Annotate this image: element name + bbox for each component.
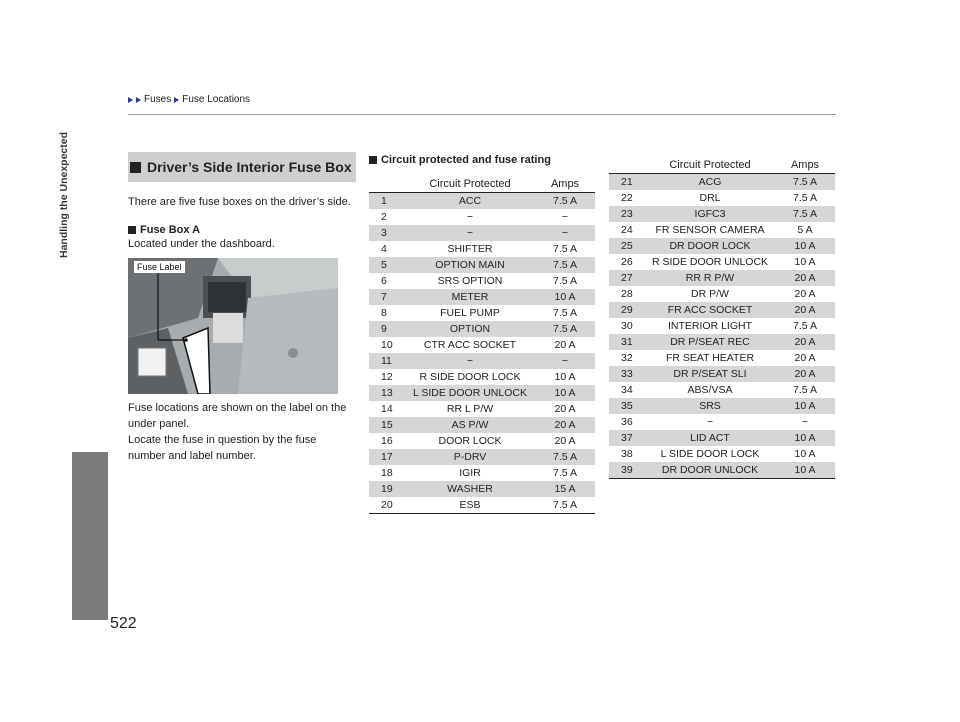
fuse-amps: 7.5 A: [775, 174, 835, 191]
fuse-number: 2: [381, 211, 387, 223]
table-row: [609, 206, 835, 222]
table-row: [369, 289, 595, 305]
fuse-number: 9: [369, 321, 405, 337]
fuse-amps: 5 A: [797, 224, 813, 236]
fuse-circuit: DR P/SEAT SLI: [645, 366, 775, 382]
header-amps: Amps: [535, 176, 595, 193]
fuse-number: 36: [621, 416, 633, 428]
fuse-number: 17: [369, 449, 405, 465]
fuse-number: 23: [609, 206, 645, 222]
table-row: [609, 430, 835, 446]
fuse-amps: 10 A: [775, 398, 835, 414]
fuse-number: 1: [369, 193, 405, 210]
fuse-label-callout: Fuse Label: [134, 261, 185, 273]
fuse-amps: 20 A: [554, 403, 576, 415]
fusebox-heading: [128, 224, 356, 236]
fuse-amps: 10 A: [535, 385, 595, 401]
location-text: Located under the dashboard.: [128, 238, 275, 250]
fuse-circuit: FR SEAT HEATER: [665, 352, 755, 364]
fuse-amps: 20 A: [554, 339, 576, 351]
table-row: [609, 462, 835, 479]
table-row: [609, 350, 835, 366]
fuse-circuit: −: [466, 211, 474, 223]
table-row: [609, 174, 835, 191]
fuse-circuit: OPTION MAIN: [405, 257, 535, 273]
fuse-number: 10: [381, 339, 393, 351]
table-row: [609, 398, 835, 414]
table-row: [369, 369, 595, 385]
fuse-box-photo-drawing: [128, 258, 338, 394]
fusebox-title: Fuse Box A: [140, 224, 201, 236]
table-row: [369, 305, 595, 321]
table-row: [609, 190, 835, 206]
header-amps: Amps: [775, 157, 835, 174]
table-row: [369, 449, 595, 465]
table-row: [609, 254, 835, 270]
fuse-amps: 10 A: [775, 462, 835, 479]
table-row: [609, 366, 835, 382]
fuse-number: 7: [369, 289, 405, 305]
fuse-number: 5: [369, 257, 405, 273]
fuse-number: 31: [609, 334, 645, 350]
fuse-number: 29: [609, 302, 645, 318]
fuse-circuit: ESB: [405, 497, 535, 514]
fuse-amps: 20 A: [794, 352, 816, 364]
table-row: [369, 465, 595, 481]
fuse-circuit: SHIFTER: [447, 243, 493, 255]
fuse-amps: 7.5 A: [553, 275, 577, 287]
header-divider: [128, 114, 836, 115]
fuse-amps: 10 A: [794, 256, 816, 268]
table-row: [369, 337, 595, 353]
table-row: [609, 238, 835, 254]
table-row: [369, 481, 595, 497]
fuse-number: 33: [609, 366, 645, 382]
fuse-amps: −: [561, 211, 569, 223]
header-number: [609, 157, 645, 174]
fuse-amps: 10 A: [535, 289, 595, 305]
breadcrumb-arrow-icon: [128, 97, 133, 103]
table-row: [369, 497, 595, 514]
side-section-label: [58, 132, 72, 432]
fuse-amps: 10 A: [794, 448, 816, 460]
fuse-circuit: R SIDE DOOR UNLOCK: [651, 256, 769, 268]
table-row: [369, 273, 595, 289]
table-row: [369, 401, 595, 417]
fuse-circuit: R SIDE DOOR LOCK: [419, 371, 521, 383]
fuse-circuit: FUEL PUMP: [440, 307, 500, 319]
table-row: [369, 417, 595, 433]
note-locate: Locate the fuse in question by the fuse number and label number.: [128, 434, 317, 462]
fuse-circuit: −: [405, 353, 535, 369]
fuse-amps: 20 A: [775, 366, 835, 382]
fuse-amps: −: [535, 225, 595, 241]
table-header-row: [369, 176, 595, 193]
fuse-amps: 15 A: [535, 481, 595, 497]
fuse-amps: 10 A: [775, 430, 835, 446]
fuse-amps: 10 A: [775, 238, 835, 254]
table-row: [609, 222, 835, 238]
fuse-circuit: RR L P/W: [446, 403, 494, 415]
fuse-number: 34: [621, 384, 633, 396]
table-row: [369, 209, 595, 225]
fuse-number: 39: [609, 462, 645, 479]
fuse-circuit: DR DOOR UNLOCK: [645, 462, 775, 479]
section-heading: [128, 152, 356, 182]
table-row: [609, 302, 835, 318]
section-title: Driver’s Side Interior Fuse Box: [147, 159, 352, 175]
chapter-tab[interactable]: [72, 452, 108, 620]
fuse-circuit: −: [706, 416, 714, 428]
fuse-amps: 10 A: [554, 371, 576, 383]
fuse-circuit: DR P/SEAT REC: [645, 334, 775, 350]
fuse-amps: 20 A: [775, 334, 835, 350]
fuse-number: 8: [381, 307, 387, 319]
fuse-circuit: RR R P/W: [645, 270, 775, 286]
fuse-number: 19: [369, 481, 405, 497]
table-row: [609, 318, 835, 334]
breadcrumb-parent[interactable]: Fuses: [144, 94, 172, 105]
table-row: [369, 241, 595, 257]
fuse-number: 11: [369, 353, 405, 369]
fuse-amps: 7.5 A: [535, 193, 595, 210]
fuse-box-photo: [128, 258, 338, 394]
fuse-circuit: DR P/W: [691, 288, 729, 300]
fuse-amps: 7.5 A: [535, 321, 595, 337]
table-row: [369, 353, 595, 369]
fuse-amps: 7.5 A: [553, 243, 577, 255]
table-row: [369, 225, 595, 241]
fuse-number: 14: [381, 403, 393, 415]
fuse-amps: −: [801, 416, 809, 428]
fuse-amps: 7.5 A: [793, 320, 817, 332]
header-number: [369, 176, 405, 193]
fuse-number: 21: [609, 174, 645, 191]
fuse-circuit: SRS OPTION: [437, 275, 503, 287]
square-bullet-icon: [369, 156, 377, 164]
header-circuit: Circuit Protected: [645, 157, 775, 174]
fuse-circuit: ABS/VSA: [687, 384, 733, 396]
fuse-amps: 20 A: [554, 435, 576, 447]
fuse-amps: 7.5 A: [535, 257, 595, 273]
fuse-circuit: SRS: [645, 398, 775, 414]
fuse-number: 37: [609, 430, 645, 446]
fuse-number: 12: [381, 371, 393, 383]
intro-text: There are five fuse boxes on the driver’s side.: [128, 196, 351, 208]
fuse-amps: 7.5 A: [553, 307, 577, 319]
fuse-number: 6: [381, 275, 387, 287]
fuse-circuit: METER: [405, 289, 535, 305]
fuse-number: 35: [609, 398, 645, 414]
fuse-number: 15: [369, 417, 405, 433]
fuse-number: 25: [609, 238, 645, 254]
fuse-number: 18: [381, 467, 393, 479]
fuse-number: 4: [381, 243, 387, 255]
square-bullet-icon: [128, 226, 136, 234]
fuse-number: 24: [621, 224, 633, 236]
fuse-number: 26: [621, 256, 633, 268]
fuse-circuit: L SIDE DOOR LOCK: [660, 448, 760, 460]
fuse-amps: 20 A: [775, 270, 835, 286]
fuse-circuit: DR DOOR LOCK: [645, 238, 775, 254]
fuse-circuit: L SIDE DOOR UNLOCK: [405, 385, 535, 401]
fuse-amps: −: [535, 353, 595, 369]
fuse-number: 28: [621, 288, 633, 300]
fuse-number: 16: [381, 435, 393, 447]
table-row: [369, 433, 595, 449]
fuse-circuit: DOOR LOCK: [438, 435, 502, 447]
table-row: [609, 270, 835, 286]
table-row: [609, 334, 835, 350]
fuse-number: 13: [369, 385, 405, 401]
fuse-amps: 7.5 A: [775, 206, 835, 222]
fuse-amps: 20 A: [535, 417, 595, 433]
fuse-number: 32: [621, 352, 633, 364]
fuse-number: 27: [609, 270, 645, 286]
table-row: [369, 257, 595, 273]
fuse-circuit: FR ACC SOCKET: [645, 302, 775, 318]
fuse-circuit: ACC: [405, 193, 535, 210]
fuse-amps: 20 A: [775, 302, 835, 318]
table-title-text: Circuit protected and fuse rating: [381, 154, 551, 166]
fuse-number: 30: [621, 320, 633, 332]
fuse-circuit: DRL: [699, 192, 721, 204]
fuse-number: 22: [621, 192, 633, 204]
table-row: [609, 446, 835, 462]
fuse-amps: 7.5 A: [535, 497, 595, 514]
fuse-circuit: IGFC3: [645, 206, 775, 222]
fuse-circuit: WASHER: [405, 481, 535, 497]
fuse-number: 3: [369, 225, 405, 241]
fuse-amps: 7.5 A: [793, 384, 817, 396]
fuse-amps: 7.5 A: [535, 449, 595, 465]
table-title: [369, 154, 551, 166]
fuse-circuit: INTERIOR LIGHT: [667, 320, 752, 332]
page-number: 522: [110, 615, 137, 632]
fuse-number: 38: [621, 448, 633, 460]
left-column: [128, 152, 356, 464]
fuse-circuit: ACG: [645, 174, 775, 191]
fuse-amps: 20 A: [794, 288, 816, 300]
breadcrumb: [128, 94, 250, 105]
fuse-circuit: FR SENSOR CAMERA: [655, 224, 765, 236]
fuse-circuit: −: [405, 225, 535, 241]
square-bullet-icon: [130, 162, 141, 173]
fuse-circuit: IGIR: [459, 467, 481, 479]
fuse-circuit: CTR ACC SOCKET: [423, 339, 517, 351]
fuse-circuit: AS P/W: [405, 417, 535, 433]
table-header-row: [609, 157, 835, 174]
fuse-table-2: [609, 157, 835, 479]
side-section-text: Handling the Unexpected: [58, 132, 70, 259]
fuse-table-1: [369, 176, 595, 514]
table-row: [369, 321, 595, 337]
table-row: [369, 385, 595, 401]
fuse-circuit: P-DRV: [405, 449, 535, 465]
fuse-amps: 7.5 A: [793, 192, 817, 204]
fuse-number: 20: [369, 497, 405, 514]
table-row: [609, 286, 835, 302]
table-row: [369, 193, 595, 210]
header-circuit: Circuit Protected: [405, 176, 535, 193]
fuse-circuit: LID ACT: [645, 430, 775, 446]
table-row: [609, 382, 835, 398]
fuse-amps: 7.5 A: [553, 467, 577, 479]
breadcrumb-arrow-icon: [136, 97, 141, 103]
note-label: Fuse locations are shown on the label on the under panel.: [128, 402, 347, 430]
fuse-circuit: OPTION: [405, 321, 535, 337]
table-row: [609, 414, 835, 430]
breadcrumb-arrow-icon: [174, 97, 179, 103]
breadcrumb-current[interactable]: Fuse Locations: [182, 94, 251, 105]
